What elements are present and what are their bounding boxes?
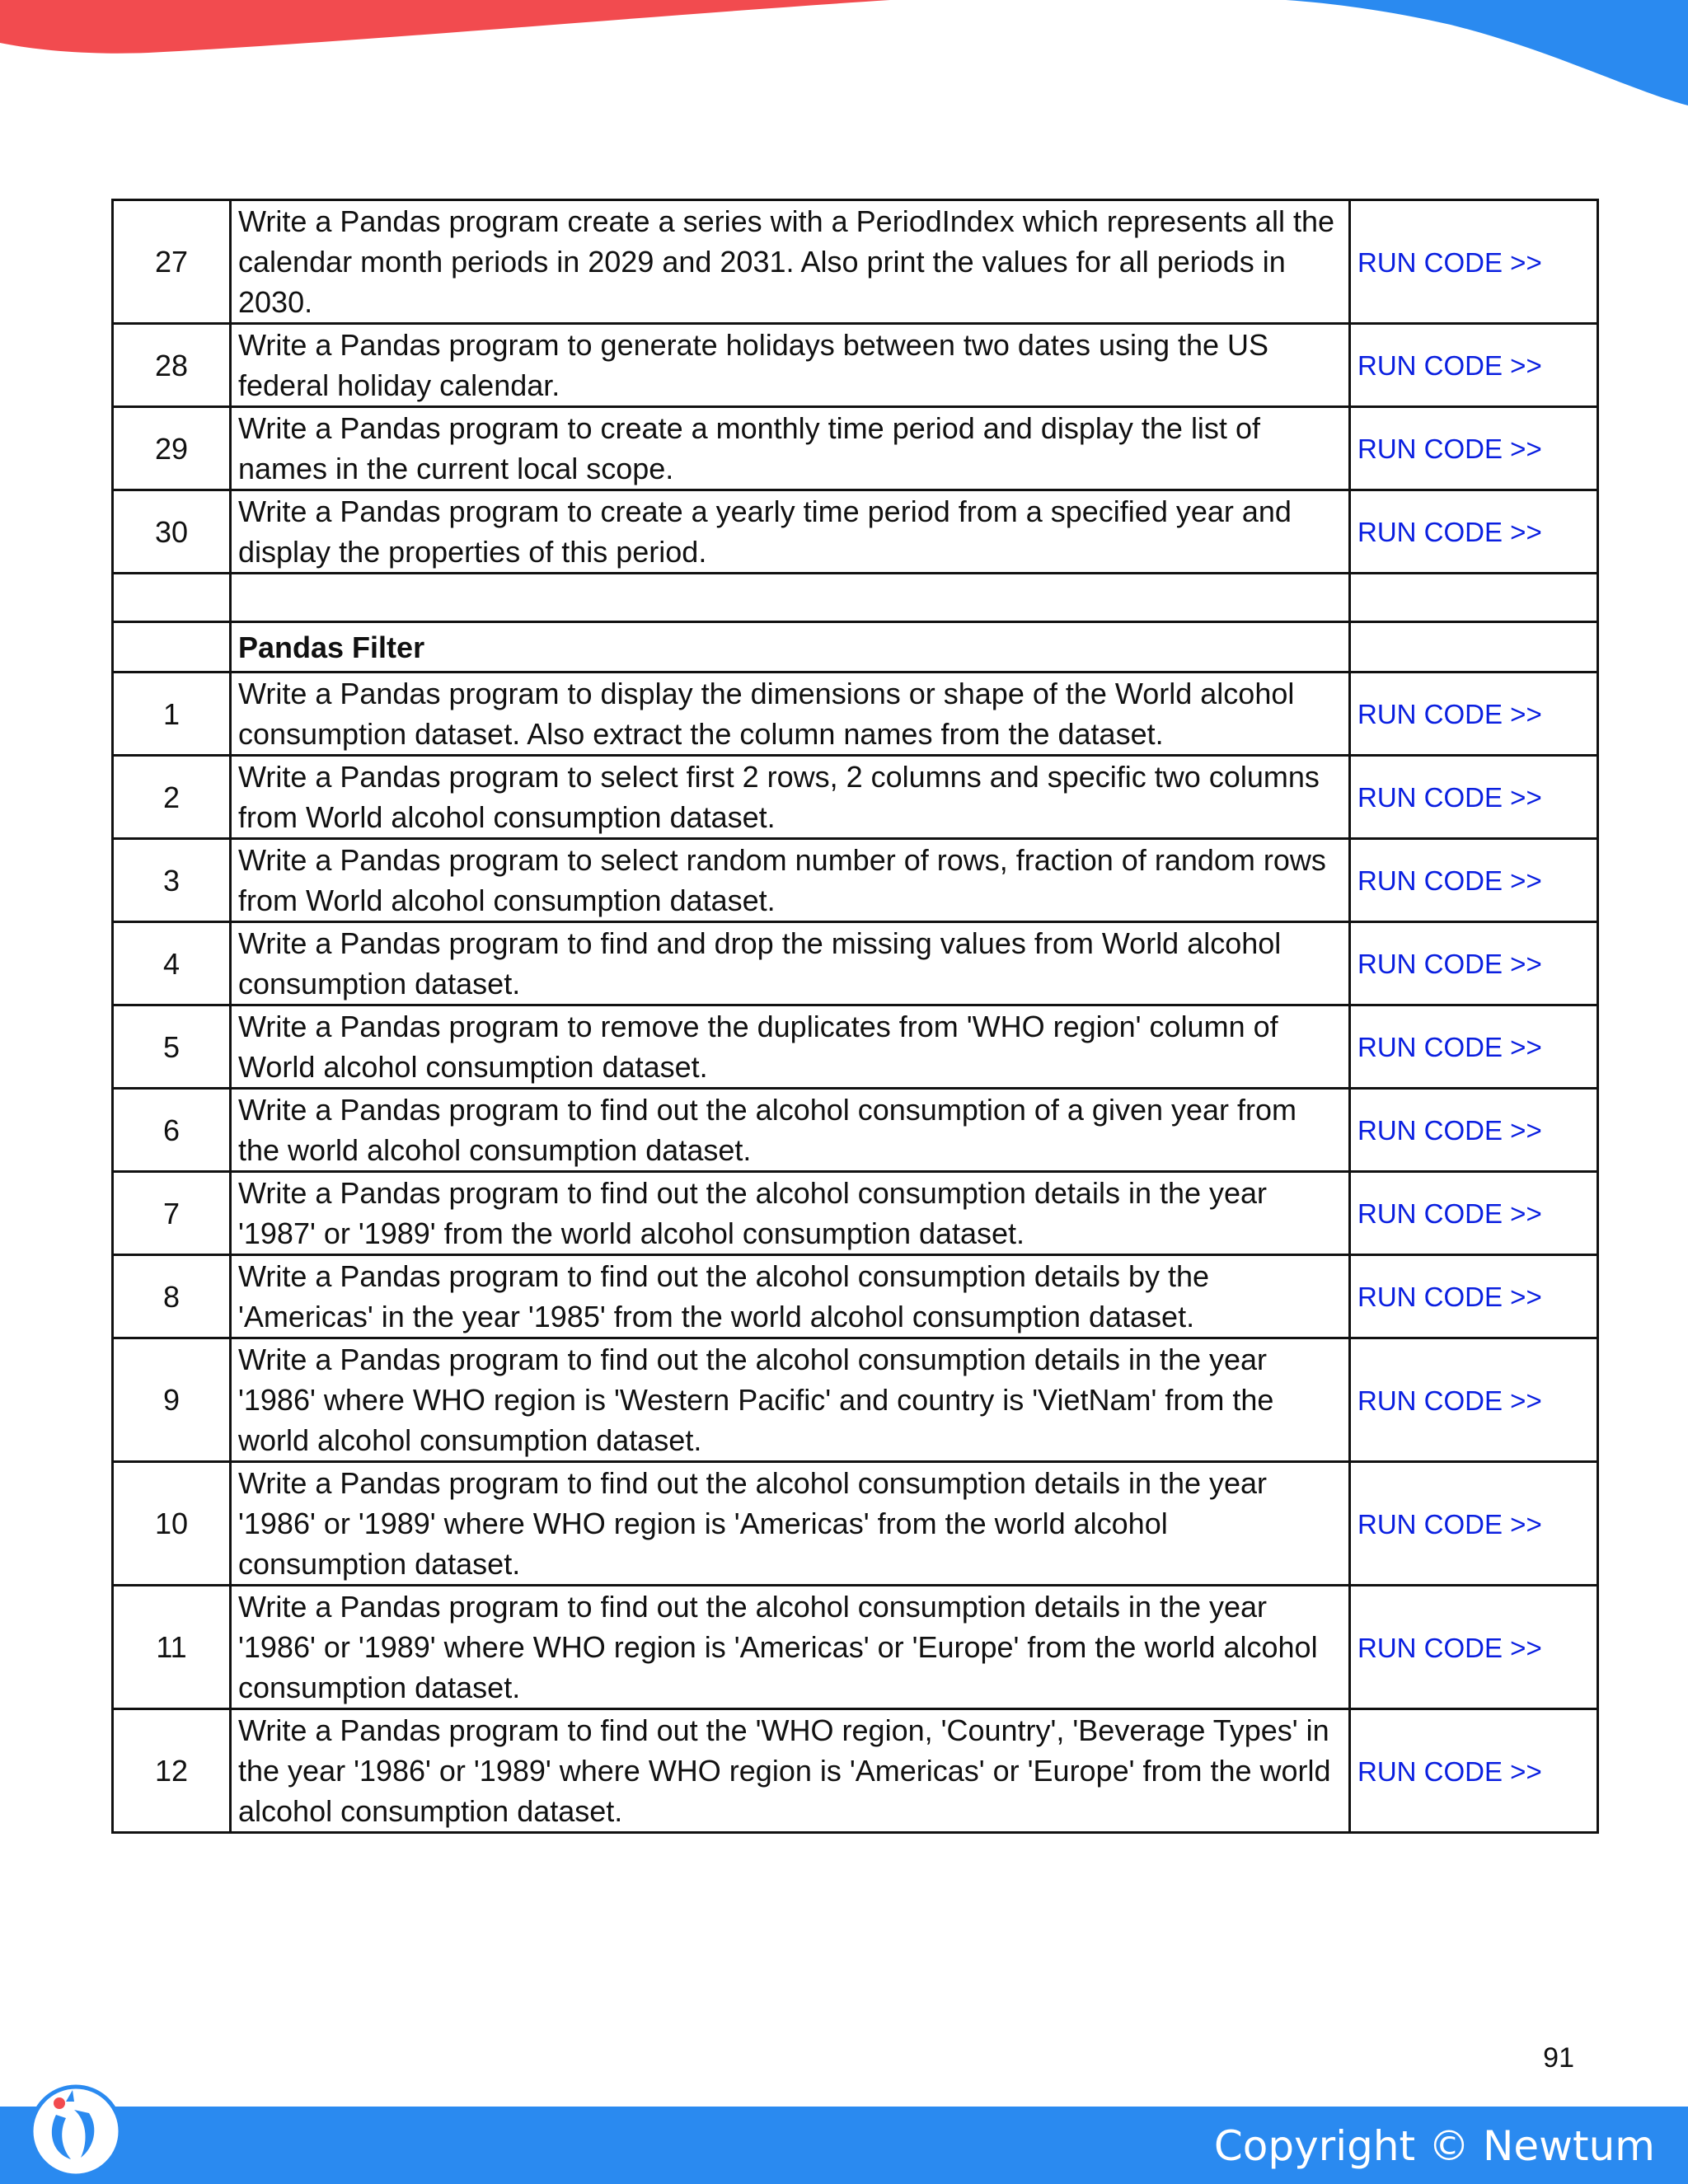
empty-cell [113,622,231,673]
run-code-link[interactable]: RUN CODE >> [1357,434,1542,464]
empty-cell [1350,574,1598,622]
run-code-link[interactable]: RUN CODE >> [1357,1282,1542,1312]
table-row [113,407,1598,490]
row-description: Write a Pandas program to find out the alcohol consumption details in the year '1986' or '1989' where WHO region is 'Americas' or 'Europe' from the world alcohol consumption dataset. [231,1586,1350,1709]
row-number: 12 [113,1709,231,1833]
run-code-link[interactable]: RUN CODE >> [1357,865,1542,896]
row-description: Write a Pandas program to create a monthly time period and display the list of names in the current local scope. [231,407,1350,490]
run-code-link[interactable]: RUN CODE >> [1357,949,1542,979]
empty-cell [113,574,231,622]
table-row [113,673,1598,756]
table-row [113,1172,1598,1255]
run-code-link[interactable]: RUN CODE >> [1357,782,1542,813]
row-description: Write a Pandas program to display the dimensions or shape of the World alcohol consumption dataset. Also extract the column names from the dataset. [231,673,1350,756]
table-row [113,922,1598,1005]
table-row [113,839,1598,922]
row-number: 4 [113,922,231,1005]
row-number: 5 [113,1005,231,1089]
run-code-link[interactable]: RUN CODE >> [1357,1385,1542,1416]
run-code-link[interactable]: RUN CODE >> [1357,350,1542,381]
run-code-link[interactable]: RUN CODE >> [1357,1632,1542,1663]
copyright-text: Copyright © Newtum [1213,2122,1655,2170]
run-code-link[interactable]: RUN CODE >> [1357,1755,1542,1787]
table-row [113,490,1598,574]
exercise-table [111,199,1599,1834]
row-description: Write a Pandas program to find out the alcohol consumption details in the year '1986' or '1989' where WHO region is 'Americas' from the world alcohol consumption dataset. [231,1462,1350,1586]
run-code-link[interactable]: RUN CODE >> [1357,517,1542,547]
table-row [113,1709,1598,1833]
row-number: 1 [113,673,231,756]
row-number: 27 [113,200,231,324]
row-number: 29 [113,407,231,490]
row-number: 6 [113,1089,231,1172]
section-heading: Pandas Filter [231,622,1350,673]
row-description: Write a Pandas program to find out the alcohol consumption details in the year '1987' or '1989' from the world alcohol consumption dataset. [231,1172,1350,1255]
row-description: Write a Pandas program to select random number of rows, fraction of random rows from World alcohol consumption dataset. [231,839,1350,922]
row-description: Write a Pandas program to find out the alcohol consumption details in the year '1986' where WHO region is 'Western Pacific' and country is 'VietNam' from the world alcohol consumption dataset. [231,1338,1350,1462]
run-code-link[interactable]: RUN CODE >> [1357,1115,1542,1146]
table-row [113,324,1598,407]
run-code-link[interactable]: RUN CODE >> [1357,246,1542,278]
row-number: 9 [113,1338,231,1462]
top-wave-decoration [0,0,1688,115]
table-row [113,1462,1598,1586]
row-description: Write a Pandas program to find out the alcohol consumption details by the 'Americas' in the year '1985' from the world alcohol consumption dataset. [231,1255,1350,1338]
empty-cell [1350,622,1598,673]
row-number: 30 [113,490,231,574]
row-number: 2 [113,756,231,839]
run-code-link[interactable]: RUN CODE >> [1357,1198,1542,1229]
section-heading-row [113,622,1598,673]
row-description: Write a Pandas program to find out the alcohol consumption of a given year from the world alcohol consumption dataset. [231,1089,1350,1172]
run-code-link[interactable]: RUN CODE >> [1357,699,1542,729]
row-number: 8 [113,1255,231,1338]
row-description: Write a Pandas program to find out the 'WHO region, 'Country', 'Beverage Types' in the year '1986' or '1989' where WHO region is 'Americas' or 'Europe' from the world alcohol consumption dataset. [231,1709,1350,1833]
table-row [113,756,1598,839]
run-code-link[interactable]: RUN CODE >> [1357,1032,1542,1062]
run-code-link[interactable]: RUN CODE >> [1357,1508,1542,1540]
row-description: Write a Pandas program to find and drop the missing values from World alcohol consumption dataset. [231,922,1350,1005]
row-number: 10 [113,1462,231,1586]
row-description: Write a Pandas program to select first 2 rows, 2 columns and specific two columns from World alcohol consumption dataset. [231,756,1350,839]
row-number: 7 [113,1172,231,1255]
table-row [113,1089,1598,1172]
table-row [113,1338,1598,1462]
row-description: Write a Pandas program to remove the duplicates from 'WHO region' column of World alcohol consumption dataset. [231,1005,1350,1089]
table-row [113,1586,1598,1709]
row-description: Write a Pandas program to generate holidays between two dates using the US federal holiday calendar. [231,324,1350,407]
newtum-logo-icon [23,2077,125,2179]
row-number: 11 [113,1586,231,1709]
empty-cell [231,574,1350,622]
row-description: Write a Pandas program to create a yearly time period from a specified year and display the properties of this period. [231,490,1350,574]
page-number: 91 [1543,2042,1574,2074]
table-row [113,1005,1598,1089]
row-number: 28 [113,324,231,407]
table-row [113,200,1598,324]
table-row [113,1255,1598,1338]
empty-row [113,574,1598,622]
row-number: 3 [113,839,231,922]
row-description: Write a Pandas program create a series with a PeriodIndex which represents all the calendar month periods in 2029 and 2031. Also print the values for all periods in 2030. [231,200,1350,324]
